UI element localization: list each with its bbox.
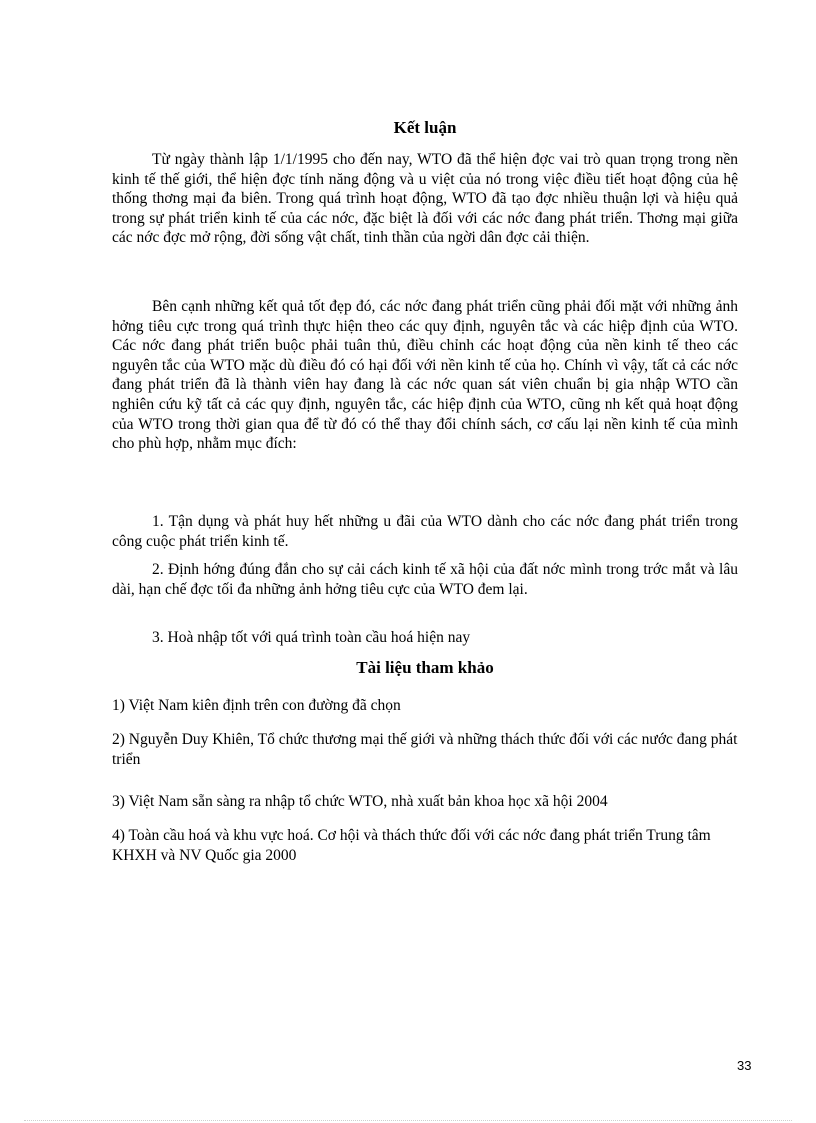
goal-item-2: 2. Định hớng đúng đắn cho sự cải cách kinh tế xã hội của đất nớc mình trong trớc mắt và lâu dài, hạn chế đợc tối đa những ảnh hởng tiêu cực của WTO đem lại. (112, 561, 738, 598)
reference-item-1: 1) Việt Nam kiên định trên con đường đã chọn (112, 697, 401, 714)
page-number: 33 (737, 1058, 752, 1073)
reference-item-4: 4) Toàn cầu hoá và khu vực hoá. Cơ hội và thách thức đối với các nớc đang phát triển Trung tâm KHXH và NV Quốc gia 2000 (112, 827, 711, 864)
goal-item-1: 1. Tận dụng và phát huy hết những u đãi của WTO dành cho các nớc đang phát triển trong công cuộc phát triển kinh tế. (112, 513, 738, 550)
references-heading: Tài liệu tham khảo (356, 658, 494, 677)
conclusion-paragraph-1: Từ ngày thành lập 1/1/1995 cho đến nay, WTO đã thể hiện đợc vai trò quan trọng trong nền kinh tế thế giới, thể hiện đợc tính năng động và u việt của nó trong việc điều tiết hoạt động của hệ thống thơng mại đa biên. Trong quá trình hoạt động, WTO đã tạo đợc nhiều thuận lợi và hiệu quả trong sự phát triển kinh tế của các nớc, đặc biệt là đối với các nớc đang phát triển. Thơng mại giữa các nớc đợc mở rộng, đời sống vật chất, tinh thần của ngời dân đợc cải thiện. (112, 151, 738, 247)
conclusion-paragraph-2: Bên cạnh những kết quả tốt đẹp đó, các nớc đang phát triển cũng phải đối mặt với những ảnh hởng tiêu cực trong quá trình thực hiện theo các quy định, nguyên tắc và các hiệp định của WTO. Các nớc đang phát triển buộc phải tuân thủ, điều chỉnh các hoạt động của nền kinh tế theo các nguyên tắc của WTO mặc dù điều đó có hại đối với nền kinh tế của họ. Chính vì vậy, tất cả các nớc đang phát triển đã là thành viên hay đang là các nớc quan sát viên chuẩn bị gia nhập WTO cần nghiên cứu kỹ tất cả các quy định, nguyên tắc, các hiệp định của WTO, cũng nh kết quả hoạt động của WTO trong thời gian qua để từ đó có thể thay đổi chính sách, cơ cấu lại nền kinh tế của mình cho phù hợp, nhằm mục đích: (112, 298, 738, 453)
reference-item-2: 2) Nguyễn Duy Khiên, Tổ chức thương mại thế giới và những thách thức đối với các nước đang phát triển (112, 731, 738, 768)
goal-item-3: 3. Hoà nhập tốt với quá trình toàn cầu hoá hiện nay (152, 629, 471, 646)
conclusion-heading: Kết luận (393, 118, 457, 137)
reference-item-3: 3) Việt Nam sẵn sàng ra nhập tổ chức WTO, nhà xuất bản khoa học xã hội 2004 (112, 793, 608, 810)
footer-divider (24, 1120, 792, 1121)
